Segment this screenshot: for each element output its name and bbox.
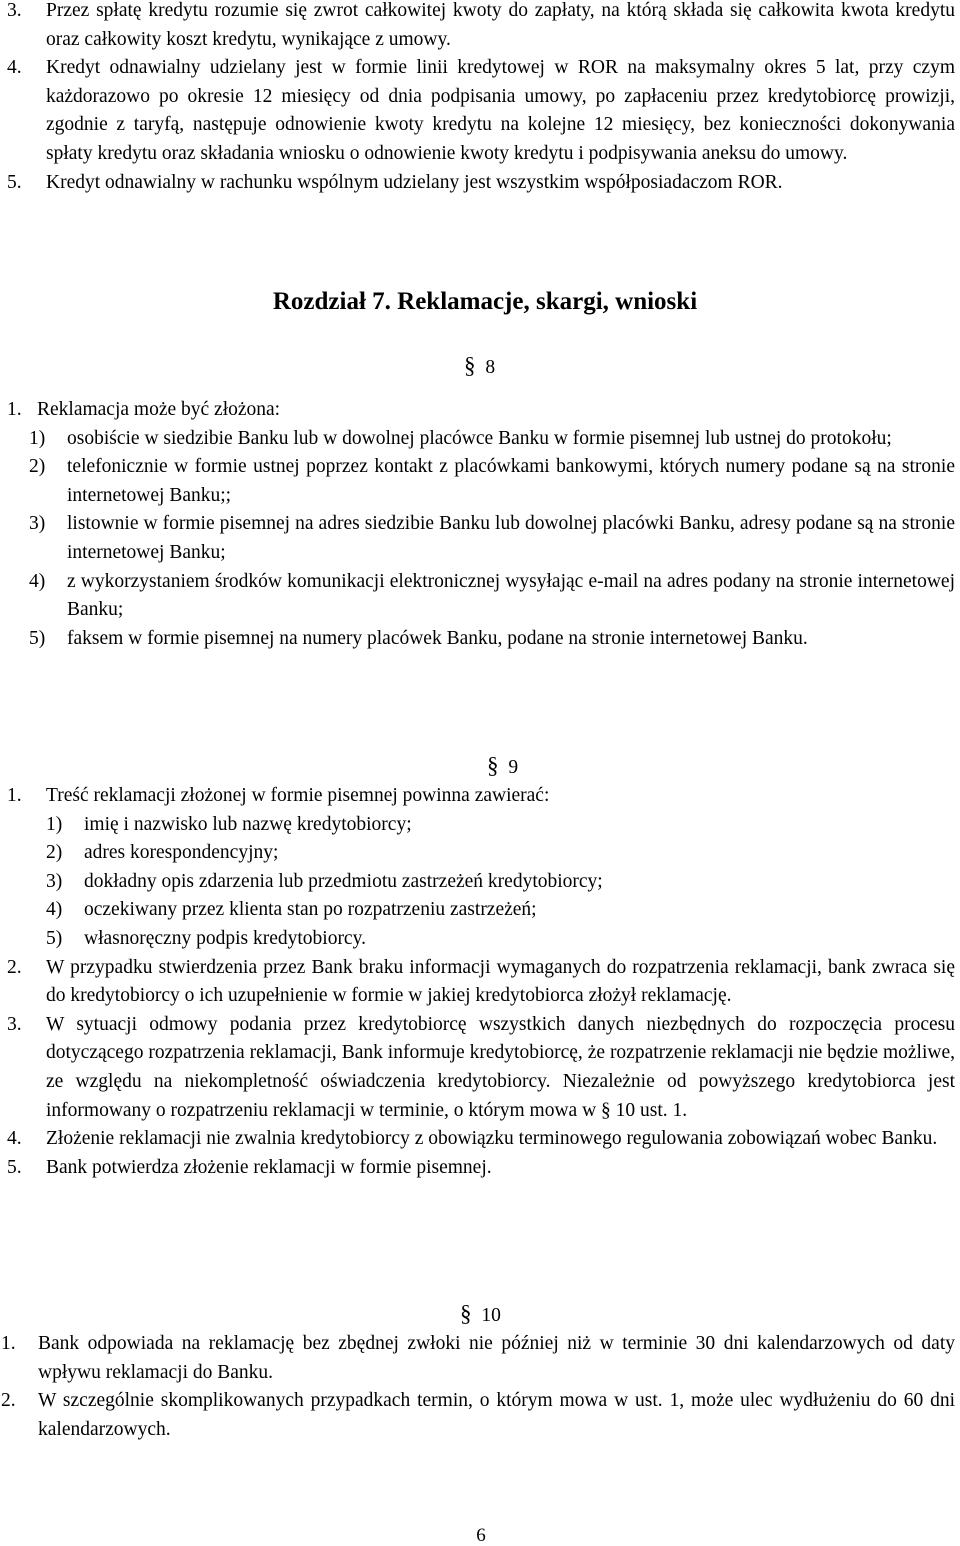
list-item [46, 925, 955, 954]
item-text: adres korespondencyjny; [84, 842, 279, 864]
item-text: Treść reklamacji złożonej w formie pisemnej powinna zawierać: [46, 785, 550, 806]
list-item [0, 1330, 955, 1387]
item-text: W sytuacji odmowy podania przez kredytobiorcę wszystkich danych niezbędnych do rozpoczęcia procesu dotyczącego rozpatrzenia reklamacji, Bank informuje kredytobiorcę, że rozpatrzenie reklamacji nie będzie możliwe, ze względu na niekompletność oświadczenia kredytobiorcy. Niezależnie od powyższego kredytobiorca jest informowany o rozpatrzeniu reklamacji w terminie, o którym mowa w § 10 ust. 1. [46, 1013, 955, 1121]
item-number: 1. [7, 399, 22, 420]
section-8-body [0, 396, 955, 653]
item-number: 2) [29, 456, 46, 478]
item-text: listownie w formie pisemnej na adres siedzibie Banku lub dowolnej placówki Banku, adresy podane są na stronie internetowej Banku; [67, 513, 955, 563]
list-item [46, 811, 955, 840]
item-text: z wykorzystaniem środków komunikacji elektronicznej wysyłając e-mail na adres podany na stronie internetowej Banku; [67, 570, 955, 621]
item-text: W szczególnie skomplikowanych przypadkach termin, o którym mowa w ust. 1, może ulec wydłużeniu do 60 dni kalendarzowych. [38, 1390, 955, 1440]
list-item [46, 896, 955, 925]
item-text: Bank potwierdza złożenie reklamacji w formie pisemnej. [46, 1156, 492, 1178]
section-symbol: § [464, 353, 476, 378]
item-text: telefonicznie w formie ustnej poprzez kontakt z placówkami bankowymi, których numery podane są na stronie internetowej Banku;; [67, 456, 955, 506]
section-heading-8 [464, 352, 495, 383]
list-item [29, 625, 955, 654]
list-item [29, 510, 955, 567]
section-heading-10 [460, 1300, 501, 1331]
list-item [0, 1387, 955, 1444]
page-number: 6 [476, 1525, 486, 1546]
section-symbol: § [487, 753, 499, 778]
list-item [29, 568, 955, 625]
section-symbol: § [460, 1301, 472, 1326]
item-text: Reklamacja może być złożona: [37, 399, 281, 420]
item-number: 1. [7, 785, 22, 806]
item-text: własnoręczny podpis kredytobiorcy. [84, 927, 366, 949]
item-number: 2. [7, 956, 22, 978]
item-number: 3) [29, 513, 46, 535]
list-item [0, 782, 955, 811]
item-number: 4. [7, 1128, 22, 1150]
item-number: 5. [7, 171, 22, 193]
list-item [0, 54, 955, 168]
sub-list [0, 425, 955, 654]
item-number: 3. [7, 0, 22, 21]
item-text: dokładny opis zdarzenia lub przedmiotu zastrzeżeń kredytobiorcy; [84, 870, 603, 892]
section-number: 8 [485, 357, 496, 378]
item-number: 2. [1, 1390, 16, 1412]
list-item [29, 453, 955, 510]
top-items [0, 0, 955, 197]
section-number: 10 [481, 1305, 501, 1326]
item-text: Kredyt odnawialny w rachunku wspólnym udzielany jest wszystkim współposiadaczom ROR. [46, 171, 783, 193]
item-number: 3) [46, 870, 63, 892]
list-item [46, 839, 955, 868]
item-number: 1) [29, 427, 46, 449]
item-text: faksem w formie pisemnej na numery placówek Banku, podane na stronie internetowej Banku. [67, 627, 808, 649]
item-text: oczekiwany przez klienta stan po rozpatrzeniu zastrzeżeń; [84, 899, 537, 921]
chapter-title: Rozdział 7. Reklamacje, skargi, wnioski [272, 288, 698, 315]
item-number: 5) [29, 627, 46, 649]
item-text: W przypadku stwierdzenia przez Bank braku informacji wymaganych do rozpatrzenia reklamacji, bank zwraca się do kredytobiorcy o ich uzupełnienie w formie w jakiej kredytobiorca złożył reklamację. [46, 956, 955, 1007]
item-text: Przez spłatę kredytu rozumie się zwrot całkowitej kwoty do zapłaty, na którą składa się całkowita kwota kredytu oraz całkowity koszt kredytu, wynikające z umowy. [46, 0, 955, 50]
item-number: 4. [7, 57, 22, 79]
list-item [46, 868, 955, 897]
list-item [0, 1125, 955, 1154]
item-number: 4) [29, 570, 46, 592]
item-text: imię i nazwisko lub nazwę kredytobiorcy; [84, 813, 412, 835]
section-10-body [0, 1330, 955, 1444]
sub-list [0, 811, 955, 954]
item-text: Kredyt odnawialny udzielany jest w formie linii kredytowej w ROR na maksymalny okres 5 lat, przy czym każdorazowo po okresie 12 miesięcy od dnia podpisania umowy, po zapłaceniu przez kredytobiorcę prowizji, zgodnie z taryfą, następuje odnowienie kwoty kredytu na kolejne 12 miesięcy, bez konieczności dokonywania spłaty kredytu oraz składania wniosku o odnowienie kwoty kredytu i podpisywania aneksu do umowy. [46, 57, 955, 164]
list-item [0, 396, 955, 425]
list-item [0, 0, 955, 54]
section-9-body [0, 782, 955, 1182]
item-number: 1. [1, 1333, 16, 1354]
item-text: Złożenie reklamacji nie zwalnia kredytobiorcy z obowiązku terminowego regulowania zobowiązań wobec Banku. [46, 1128, 938, 1150]
item-number: 4) [46, 899, 63, 921]
list-item [0, 954, 955, 1011]
item-number: 5) [46, 927, 63, 949]
item-number: 2) [46, 842, 63, 864]
list-item [0, 169, 955, 198]
section-heading-9 [487, 752, 518, 783]
list-item [29, 425, 955, 454]
list-item [0, 1154, 955, 1183]
list-item [0, 1011, 955, 1125]
item-text: Bank odpowiada na reklamację bez zbędnej zwłoki nie później niż w terminie 30 dni kalendarzowych od daty wpływu reklamacji do Banku. [38, 1333, 955, 1383]
item-number: 1) [46, 813, 63, 835]
section-number: 9 [508, 757, 519, 778]
item-number: 3. [7, 1013, 22, 1035]
item-number: 5. [7, 1156, 22, 1178]
item-text: osobiście w siedzibie Banku lub w dowolnej placówce Banku w formie pisemnej lub ustnej do protokołu; [67, 427, 892, 449]
